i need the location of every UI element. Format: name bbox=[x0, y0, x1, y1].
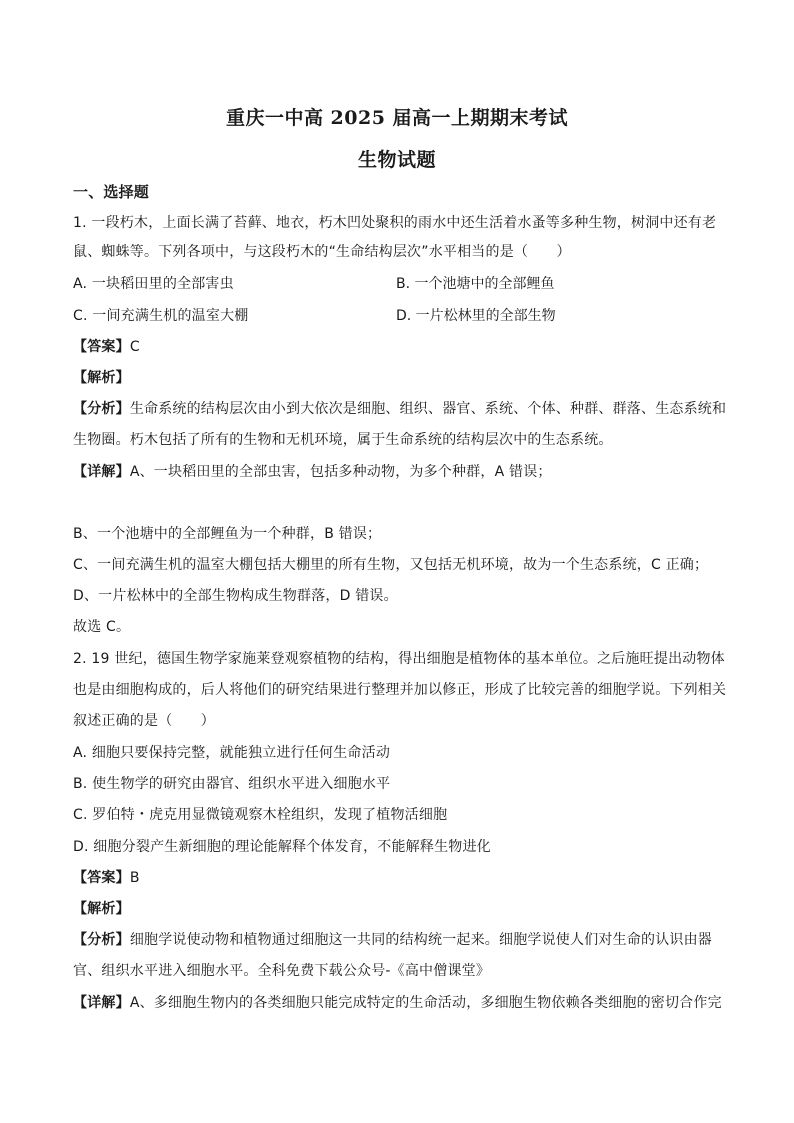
answer-value: B bbox=[129, 870, 140, 886]
q1-answer bbox=[73, 337, 723, 357]
answer-tag: 【答案】 bbox=[73, 339, 130, 355]
q1-detail-line2: B、一个池塘中的全部鲤鱼为一个种群，B 错误； bbox=[73, 526, 382, 542]
detail-tag: 【详解】 bbox=[73, 464, 130, 480]
q2-stem-line2: 也是由细胞构成的，后人将他们的研究结果进行整理并加以修正，形成了比较完善的细胞学说。下列相关 bbox=[73, 682, 727, 698]
q2-stem-line1: 2. 19 世纪，德国生物学家施莱登观察植物的结构，得出细胞是植物体的基本单位。之后施旺提出动物体 bbox=[73, 651, 725, 667]
section-heading: 一、选择题 bbox=[73, 183, 150, 201]
q2-jiexi-tag: 【解析】 bbox=[73, 901, 130, 917]
analysis-tag: 【分析】 bbox=[73, 932, 130, 948]
q2-analysis-line2: 官、组织水平进入细胞水平。全科免费下载公众号-《高中僧课堂》 bbox=[73, 963, 491, 979]
q2-option-a: A. 细胞只要保持完整，就能独立进行任何生命活动 bbox=[73, 745, 391, 761]
q1-jiexi-tag: 【解析】 bbox=[73, 370, 130, 386]
q2-analysis-line1: 【分析】细胞学说使动物和植物通过细胞这一共同的结构统一起来。细胞学说使人们对生命的认识由器 bbox=[73, 932, 713, 948]
q1-conclusion: 故选 C。 bbox=[73, 619, 131, 635]
q1-analysis-line1: 【分析】生命系统的结构层次由小到大依次是细胞、组织、器官、系统、个体、种群、群落、生态系统和 bbox=[73, 401, 727, 417]
q1-analysis-line2: 生物圈。朽木包括了所有的生物和无机环境，属于生命系统的结构层次中的生态系统。 bbox=[73, 432, 613, 448]
q1-detail-line1: 【详解】A、一块稻田里的全部虫害，包括多种动物，为多个种群，A 错误； bbox=[73, 464, 552, 480]
q1-stem-line1: 1. 一段朽木，上面长满了苔藓、地衣，朽木凹处聚积的雨水中还生活着水蚤等多种生物，树洞中还有老 bbox=[73, 215, 717, 231]
q1-detail-line4: D、一片松林中的全部生物构成生物群落，D 错误。 bbox=[73, 588, 398, 604]
q2-stem-line3: 叙述正确的是（ ） bbox=[73, 713, 215, 729]
q1-detail-line3: C、一间充满生机的温室大棚包括大棚里的所有生物，又包括无机环境，故为一个生态系统，C 正确； bbox=[73, 557, 709, 573]
q2-option-d: D. 细胞分裂产生新细胞的理论能解释个体发育，不能解释生物进化 bbox=[73, 839, 491, 855]
answer-tag: 【答案】 bbox=[73, 870, 130, 886]
analysis-tag: 【分析】 bbox=[73, 401, 130, 417]
q1-option-c: C. 一间充满生机的温室大棚 bbox=[73, 308, 249, 324]
q1-option-a: A. 一块稻田里的全部害虫 bbox=[73, 276, 234, 292]
q2-answer bbox=[73, 868, 723, 888]
q2-option-b: B. 使生物学的研究由器官、组织水平进入细胞水平 bbox=[73, 776, 391, 792]
answer-value: C bbox=[129, 339, 140, 355]
q1-option-b: B. 一个池塘中的全部鲤鱼 bbox=[396, 276, 555, 292]
q1-option-d: D. 一片松林里的全部生物 bbox=[396, 308, 556, 324]
q2-option-c: C. 罗伯特・虎克用显微镜观察木栓组织，发现了植物活细胞 bbox=[73, 807, 448, 823]
detail-tag: 【详解】 bbox=[73, 995, 130, 1011]
q1-stem-line2: 鼠、蜘蛛等。下列各项中，与这段朽木的“生命结构层次”水平相当的是（ ） bbox=[73, 244, 571, 260]
exam-title: 重庆一中高 2025 届高一上期期末考试 bbox=[225, 107, 569, 129]
exam-subtitle: 生物试题 bbox=[357, 149, 436, 171]
q2-detail-line1: 【详解】A、多细胞生物内的各类细胞只能完成特定的生命活动，多细胞生物依赖各类细胞的密切合作完 bbox=[73, 995, 722, 1011]
